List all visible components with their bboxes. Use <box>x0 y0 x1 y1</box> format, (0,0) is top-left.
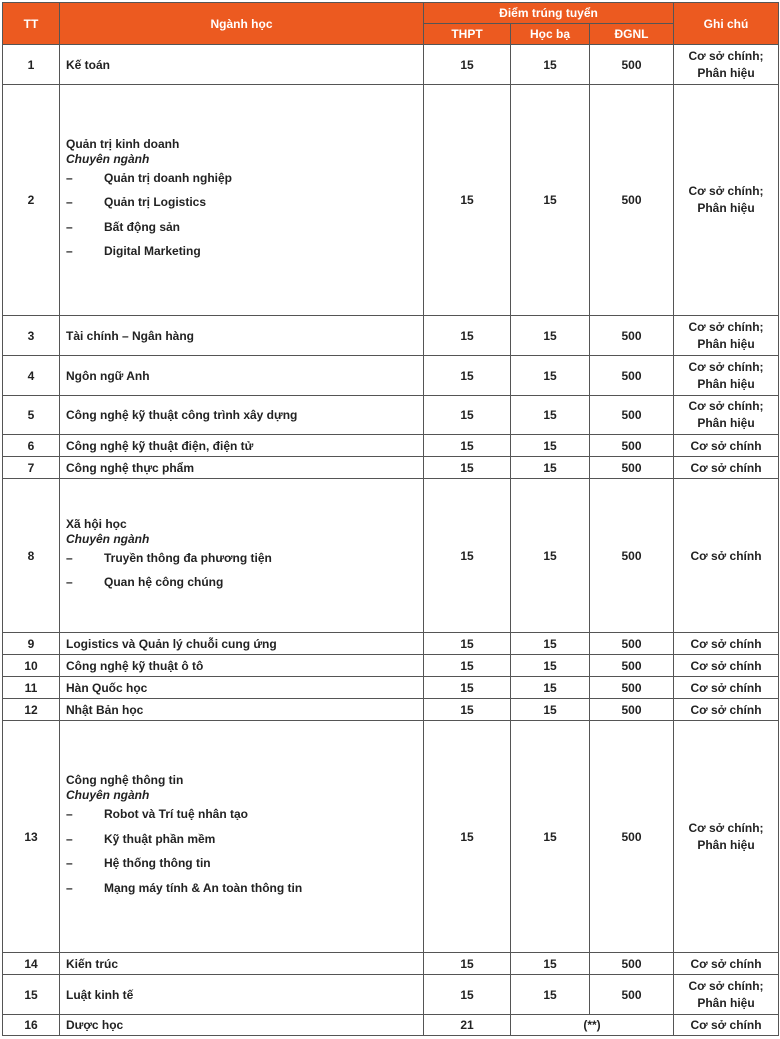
specialization-item <box>66 827 423 852</box>
major-name-cell <box>60 721 424 953</box>
specialization-label: Mạng máy tính & An toàn thông tin <box>104 880 303 895</box>
major-name: Công nghệ thực phẩm <box>60 457 424 479</box>
note-line-1: Cơ sở chính; <box>688 820 764 835</box>
note-line-1: Cơ sở chính; <box>688 359 764 374</box>
specialization-label: Quan hệ công chúng <box>104 575 224 589</box>
campus-note: Cơ sở chính <box>674 479 779 633</box>
dash-bullet: – <box>66 244 73 258</box>
note-line-1: Cơ sở chính; <box>688 184 764 198</box>
specialization-item <box>66 570 423 595</box>
major-name: Kiến trúc <box>60 953 424 975</box>
specialization-item <box>66 851 423 876</box>
col-header-tt: TT <box>3 3 60 45</box>
major-name: Công nghệ thông tin <box>66 773 184 787</box>
campus-note <box>674 85 779 316</box>
major-name: Quản trị kinh doanh <box>66 136 180 151</box>
score-merged-note: (**) <box>511 1015 674 1036</box>
specialization-item <box>66 190 423 215</box>
table-row <box>3 1015 779 1036</box>
specialization-item <box>66 802 423 827</box>
major-name: Xã hội học <box>66 516 127 531</box>
note-line-1: Cơ sở chính; <box>688 978 764 993</box>
score-dgnl: 500 <box>590 356 674 396</box>
score-hocba: 15 <box>511 356 590 396</box>
row-number: 13 <box>3 721 60 953</box>
campus-note: Cơ sở chính <box>674 457 779 479</box>
row-number: 12 <box>3 699 60 721</box>
score-dgnl: 500 <box>590 85 674 316</box>
major-name: Hàn Quốc học <box>60 677 424 699</box>
dash-bullet: – <box>66 219 73 234</box>
campus-note <box>674 396 779 435</box>
row-number: 1 <box>3 45 60 85</box>
score-thpt: 15 <box>424 975 511 1015</box>
score-hocba: 15 <box>511 316 590 356</box>
score-hocba: 15 <box>511 721 590 953</box>
score-thpt: 15 <box>424 435 511 457</box>
score-dgnl: 500 <box>590 699 674 721</box>
score-hocba: 15 <box>511 975 590 1015</box>
dash-bullet: – <box>66 880 73 895</box>
major-name: Luật kinh tế <box>60 975 424 1015</box>
col-header-hocba: Học bạ <box>511 24 590 45</box>
campus-note <box>674 356 779 396</box>
campus-note: Cơ sở chính <box>674 1015 779 1036</box>
specialization-item <box>66 215 423 240</box>
score-thpt: 15 <box>424 479 511 633</box>
col-header-dgnl: ĐGNL <box>590 24 674 45</box>
row-number: 15 <box>3 975 60 1015</box>
score-hocba: 15 <box>511 655 590 677</box>
specialization-label: Hệ thống thông tin <box>104 856 211 870</box>
row-number: 2 <box>3 85 60 316</box>
major-name: Tài chính – Ngân hàng <box>60 316 424 356</box>
score-dgnl: 500 <box>590 677 674 699</box>
row-number: 9 <box>3 633 60 655</box>
note-line-1: Cơ sở chính; <box>688 48 764 63</box>
score-hocba: 15 <box>511 699 590 721</box>
score-dgnl: 500 <box>590 479 674 633</box>
table-row <box>3 655 779 677</box>
note-line-2: Phân hiệu <box>697 376 755 391</box>
table-row <box>3 435 779 457</box>
score-dgnl: 500 <box>590 316 674 356</box>
score-hocba: 15 <box>511 953 590 975</box>
table-row <box>3 633 779 655</box>
dash-bullet: – <box>66 170 73 185</box>
campus-note: Cơ sở chính <box>674 699 779 721</box>
score-dgnl: 500 <box>590 953 674 975</box>
specialization-label: Kỹ thuật phần mềm <box>104 831 216 846</box>
campus-note <box>674 721 779 953</box>
row-number: 6 <box>3 435 60 457</box>
score-dgnl: 500 <box>590 633 674 655</box>
table-row <box>3 396 779 435</box>
table-row <box>3 356 779 396</box>
major-name-cell <box>60 85 424 316</box>
score-dgnl: 500 <box>590 457 674 479</box>
score-dgnl: 500 <box>590 721 674 953</box>
major-name: Công nghệ kỹ thuật điện, điện tử <box>60 435 424 457</box>
dash-bullet: – <box>66 550 73 565</box>
specialization-item <box>66 239 423 264</box>
major-name: Logistics và Quản lý chuỗi cung ứng <box>60 633 424 655</box>
row-number: 7 <box>3 457 60 479</box>
table-row <box>3 85 779 316</box>
score-thpt: 21 <box>424 1015 511 1036</box>
dash-bullet: – <box>66 807 73 821</box>
specialization-list <box>66 802 423 900</box>
col-header-thpt: THPT <box>424 24 511 45</box>
dash-bullet: – <box>66 856 73 870</box>
score-hocba: 15 <box>511 479 590 633</box>
major-name: Dược học <box>60 1015 424 1036</box>
score-thpt: 15 <box>424 45 511 85</box>
score-thpt: 15 <box>424 85 511 316</box>
col-header-note: Ghi chú <box>674 3 779 45</box>
note-line-1: Cơ sở chính; <box>688 319 764 334</box>
row-number: 16 <box>3 1015 60 1036</box>
dash-bullet: – <box>66 195 73 209</box>
row-number: 4 <box>3 356 60 396</box>
col-header-score-group: Điểm trúng tuyển <box>424 3 674 24</box>
row-number: 3 <box>3 316 60 356</box>
note-line-2: Phân hiệu <box>697 995 755 1010</box>
major-name: Nhật Bản học <box>60 699 424 721</box>
table-row <box>3 677 779 699</box>
header-row-1 <box>3 3 779 24</box>
score-thpt: 15 <box>424 677 511 699</box>
score-thpt: 15 <box>424 316 511 356</box>
score-thpt: 15 <box>424 655 511 677</box>
note-line-1: Cơ sở chính; <box>688 399 764 413</box>
note-line-2: Phân hiệu <box>697 336 755 351</box>
score-thpt: 15 <box>424 953 511 975</box>
score-thpt: 15 <box>424 356 511 396</box>
note-line-2: Phân hiệu <box>697 65 755 80</box>
row-number: 8 <box>3 479 60 633</box>
specialization-label: Quản trị doanh nghiệp <box>104 170 232 185</box>
row-number: 14 <box>3 953 60 975</box>
specialization-label: Quản trị Logistics <box>104 195 207 209</box>
dash-bullet: – <box>66 575 73 589</box>
row-number: 10 <box>3 655 60 677</box>
score-thpt: 15 <box>424 457 511 479</box>
specialization-list <box>66 546 423 595</box>
score-dgnl: 500 <box>590 435 674 457</box>
table-row <box>3 45 779 85</box>
note-line-2: Phân hiệu <box>697 416 755 430</box>
score-dgnl: 500 <box>590 45 674 85</box>
specialization-title: Chuyên ngành <box>66 531 150 546</box>
major-name: Công nghệ kỹ thuật công trình xây dựng <box>60 396 424 435</box>
table-row <box>3 316 779 356</box>
campus-note <box>674 316 779 356</box>
table-row <box>3 721 779 953</box>
campus-note <box>674 45 779 85</box>
score-hocba: 15 <box>511 45 590 85</box>
row-number: 5 <box>3 396 60 435</box>
col-header-major: Ngành học <box>60 3 424 45</box>
specialization-item <box>66 876 423 901</box>
dash-bullet: – <box>66 831 73 846</box>
score-dgnl: 500 <box>590 975 674 1015</box>
specialization-title: Chuyên ngành <box>66 151 150 166</box>
score-hocba: 15 <box>511 396 590 435</box>
campus-note <box>674 975 779 1015</box>
score-hocba: 15 <box>511 457 590 479</box>
major-name: Công nghệ kỹ thuật ô tô <box>60 655 424 677</box>
note-line-2: Phân hiệu <box>697 837 755 852</box>
table-row <box>3 457 779 479</box>
campus-note: Cơ sở chính <box>674 655 779 677</box>
score-dgnl: 500 <box>590 396 674 435</box>
specialization-item <box>66 166 423 191</box>
score-hocba: 15 <box>511 677 590 699</box>
score-hocba: 15 <box>511 85 590 316</box>
specialization-item <box>66 546 423 571</box>
table-row <box>3 953 779 975</box>
admission-score-table <box>2 2 779 1036</box>
campus-note: Cơ sở chính <box>674 677 779 699</box>
specialization-label: Digital Marketing <box>104 244 201 258</box>
score-thpt: 15 <box>424 396 511 435</box>
specialization-label: Robot và Trí tuệ nhân tạo <box>104 807 249 821</box>
specialization-title: Chuyên ngành <box>66 788 150 802</box>
specialization-list <box>66 166 423 264</box>
note-line-2: Phân hiệu <box>697 201 755 215</box>
score-thpt: 15 <box>424 633 511 655</box>
specialization-label: Truyền thông đa phương tiện <box>104 550 272 565</box>
row-number: 11 <box>3 677 60 699</box>
major-name-cell <box>60 479 424 633</box>
score-dgnl: 500 <box>590 655 674 677</box>
specialization-label: Bất động sản <box>104 219 181 234</box>
campus-note: Cơ sở chính <box>674 435 779 457</box>
score-thpt: 15 <box>424 721 511 953</box>
table-row <box>3 479 779 633</box>
major-name: Ngôn ngữ Anh <box>60 356 424 396</box>
table-row <box>3 699 779 721</box>
campus-note: Cơ sở chính <box>674 953 779 975</box>
campus-note: Cơ sở chính <box>674 633 779 655</box>
score-thpt: 15 <box>424 699 511 721</box>
score-hocba: 15 <box>511 633 590 655</box>
table-row <box>3 975 779 1015</box>
score-hocba: 15 <box>511 435 590 457</box>
major-name: Kế toán <box>60 45 424 85</box>
